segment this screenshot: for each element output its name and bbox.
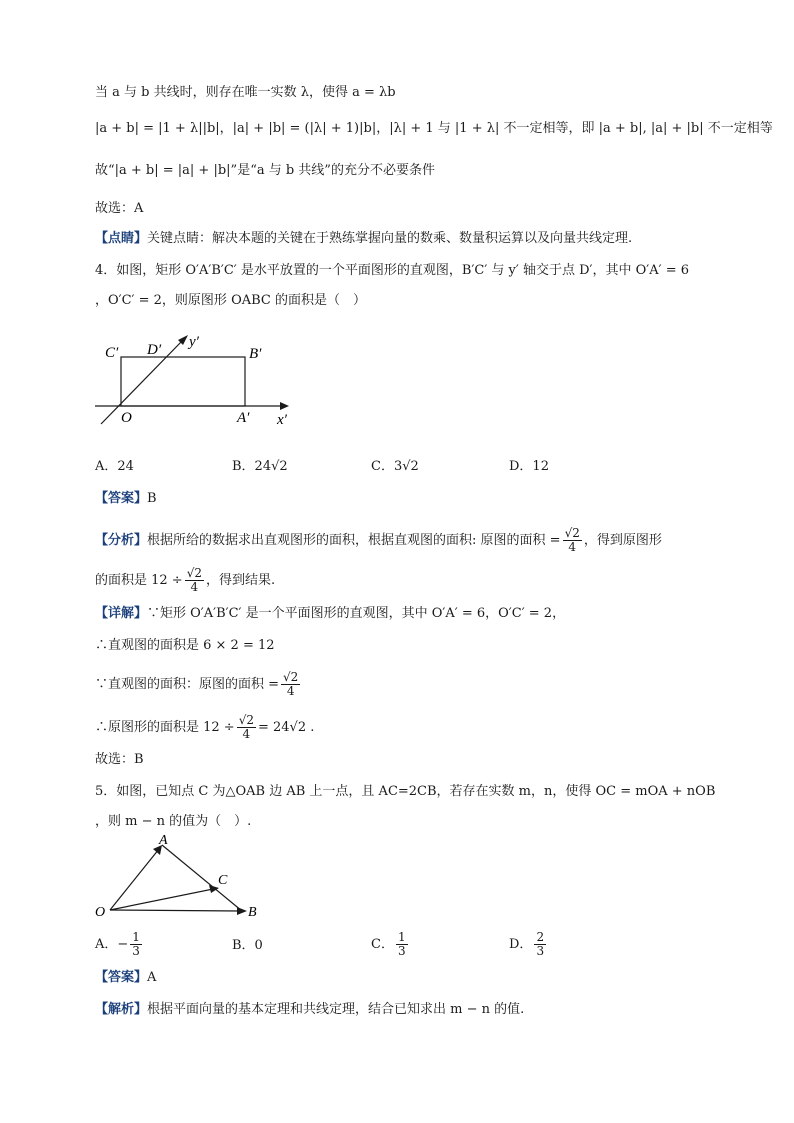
label-b-prime: B′ [249,346,262,362]
vector-ob [110,910,240,911]
q4-analysis-tag: 【分析】 [95,533,148,548]
vector-oc [110,889,213,910]
q5-analysis-line [95,1001,524,1019]
label-b: B [248,905,257,920]
x-axis-arrow [280,402,289,410]
arrow-b [237,907,247,915]
text-line-magnitudes: |a + b| = |1 + λ||b|，|a| + |b| = (|λ| + 1)|b|，|λ| + 1 与 |1 + λ| 不一定相等，即 |a + b|, |a| + |b| 不一定相等 [95,121,773,136]
tip-line [95,230,632,248]
text-line-choice-a: 故选：A [95,201,144,216]
fraction-sqrt2-over-4: $\frac{√2}{4}$ [238,713,254,741]
label-o: O [121,410,132,425]
segment-ab [162,845,242,911]
q4-analysis-line-2 [95,567,275,594]
q4-analysis-2a: 的面积是 12 ÷ [95,573,183,588]
vector-oa [110,849,159,910]
q4-analysis-line [95,527,662,554]
q5-answer-line [95,969,156,987]
q5-answer: A [147,970,157,985]
question-4-stem: 4．如图，矩形 O′A′B′C′ 是水平放置的一个平面图形的直观图，B′C′ 与 y′ 轴交于点 D′，其中 O′A′ = 6 [95,263,690,278]
q5-option-d: D． $\frac{2}{3}$ [509,930,545,958]
label-x-prime: x′ [277,412,287,425]
fraction-sqrt2-over-4: $\frac{√2}{4}$ [564,526,580,554]
q4-option-d: D．12 [509,459,549,474]
label-c-prime: C′ [105,345,119,361]
q4-answer-tag: 【答案】 [95,491,148,506]
q5-option-c: C． $\frac{1}{3}$ [371,930,406,958]
q4-analysis-text: 根据所给的数据求出直观图形的面积，根据直观图的面积: 原图的面积 = [147,533,561,548]
q4-analysis-text-cont: ，得到原图形 [583,533,662,548]
q4-detail-tag: 【详解】 [95,606,148,621]
q4-option-c: C．3√2 [371,459,419,474]
fraction-sqrt2-over-4: $\frac{√2}{4}$ [283,670,299,698]
q4-detail-line-2: ∴直观图的面积是 6 × 2 = 12 [95,638,275,653]
q4-detail-line-5: 故选：B [95,752,144,767]
q4-analysis-2b: ，得到结果. [205,573,276,588]
label-y-prime: y′ [189,334,199,350]
q4-option-b: B．24√2 [232,459,288,474]
label-c: C [218,873,228,888]
question-5-stem: 5．如图，已知点 C 为△OAB 边 AB 上一点，且 AC=2CB，若存在实数 m，n，使得 OC = mOA + nOB [95,784,716,799]
tip-tag: 【点睛】 [95,231,148,246]
label-o: O [95,905,106,920]
q4-answer-line [95,490,157,508]
q5-analysis-tag: 【解析】 [95,1002,148,1017]
tip-text: 关键点睛：解决本题的关键在于熟练掌握向量的数乘、数量积运算以及向量共线定理. [147,231,633,246]
label-d-prime: D′ [147,342,162,358]
text-line-conclusion: 故“|a + b| = |a| + |b|”是“a 与 b 共线”的充分不必要条件 [95,163,435,178]
q4-option-a: A．24 [95,459,134,474]
q4-detail-text-4b: = 24√2 . [257,720,315,735]
text-line-collinear: 当 a 与 b 共线时，则存在唯一实数 λ，使得 a = λb [95,85,396,100]
q4-detail-line-1 [95,605,565,623]
q4-detail-text-4a: ∴原图形的面积是 12 ÷ [95,720,235,735]
q5-option-b: B．0 [232,938,263,953]
q4-detail-line-3 [95,671,302,698]
fraction-sqrt2-over-4: $\frac{√2}{4}$ [186,566,202,594]
q5-option-a: A．− $\frac{1}{3}$ [95,930,140,958]
q4-detail-text-1: ∵矩形 O′A′B′C′ 是一个平面图形的直观图，其中 O′A′ = 6，O′C′ = 2， [147,606,566,621]
figure-5-triangle [92,833,267,923]
q5-answer-tag: 【答案】 [95,970,148,985]
question-5-stem-cont: ，则 m − n 的值为（ ）. [95,814,252,829]
q5-analysis-text: 根据平面向量的基本定理和共线定理，结合已知求出 m − n 的值. [147,1002,525,1017]
label-a-prime: A′ [237,410,250,425]
figure-4-oblique-rectangle [95,330,305,425]
q4-detail-text-3: ∵直观图的面积：原图的面积 = [95,677,280,692]
label-a: A [159,833,168,848]
q4-detail-line-4 [95,714,314,741]
question-4-stem-cont: ，O′C′ = 2，则原图形 OABC 的面积是（ ） [95,293,366,308]
q4-answer: B [147,491,157,506]
rectangle-oabc [121,357,245,406]
